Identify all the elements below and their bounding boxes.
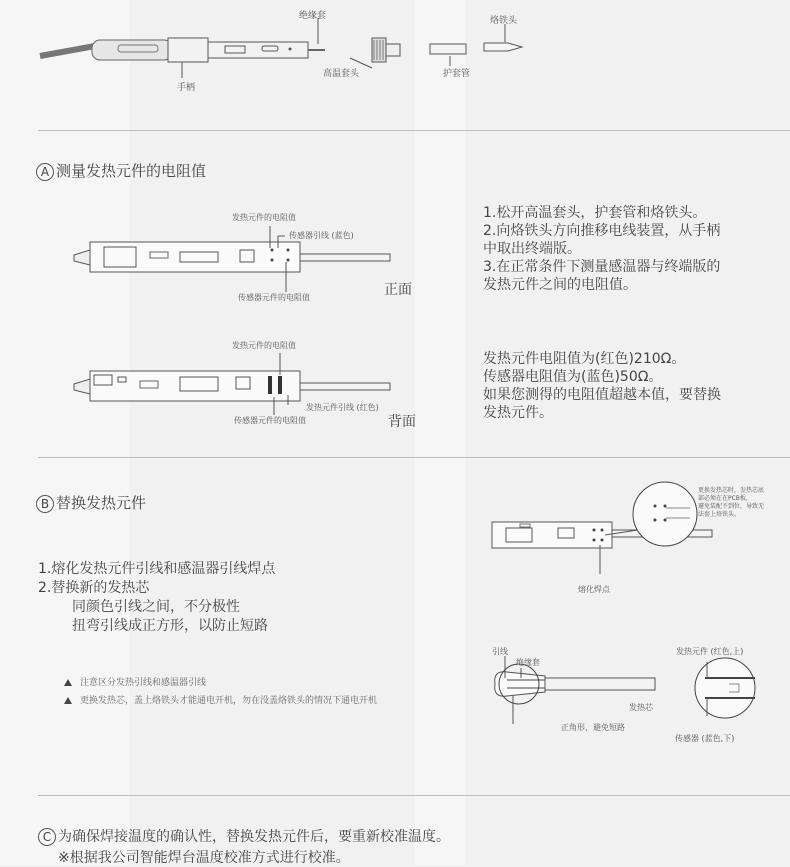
warning-note bbox=[64, 675, 206, 688]
back-board-illustration bbox=[60, 345, 480, 455]
step-line: 1.松开高温套头，护套管和烙铁头。 bbox=[483, 205, 707, 221]
front-label-sensor-res: 传感器元件的电阻值 bbox=[238, 293, 310, 302]
back-label-sensor-res: 传感器元件的电阻值 bbox=[234, 416, 306, 425]
section-b-steps bbox=[38, 560, 275, 636]
step-line: 扭弯引线成正方形，以防止短路 bbox=[72, 618, 268, 634]
label-sensor-blue: 传感器 (蓝色,下) bbox=[675, 734, 735, 743]
warning-text: 注意区分发热引线和感温器引线 bbox=[80, 678, 207, 688]
warning-icon bbox=[64, 679, 72, 686]
front-label-heater: 发热元件的电阻值 bbox=[232, 213, 296, 222]
warning-icon bbox=[64, 697, 72, 704]
label-heater-red: 发热元件 (红色,上) bbox=[676, 647, 744, 656]
section-c-text: 为确保焊接温度的确认性，替换发热元件后，要重新校准温度。 bbox=[58, 829, 450, 845]
label-core: 发热芯 bbox=[629, 703, 653, 712]
section-a-title bbox=[36, 160, 206, 181]
section-a-steps bbox=[483, 204, 720, 294]
step-line: 同颜色引线之间，不分极性 bbox=[72, 599, 240, 615]
soldering-iron-exploded-illustration bbox=[0, 0, 790, 100]
label-handle: 手柄 bbox=[177, 83, 196, 93]
label-square: 正角形，避免短路 bbox=[561, 723, 625, 732]
step-line: 发热元件之间的电阻值。 bbox=[483, 277, 637, 293]
label-heat-nut: 高温套头 bbox=[323, 69, 360, 79]
section-b-title bbox=[36, 492, 146, 513]
step-line: 1.熔化发热元件引线和感温器引线焊点 bbox=[38, 561, 276, 577]
label-melt-point: 熔化焊点 bbox=[578, 585, 610, 594]
divider bbox=[38, 795, 790, 796]
divider bbox=[38, 457, 790, 458]
step-line: 2.向烙铁头方向推移电线装置，从手柄 bbox=[483, 223, 721, 239]
section-c-line1 bbox=[38, 826, 450, 846]
section-b-title-text: 替换发热元件 bbox=[56, 494, 147, 512]
callout-line: 避免装配不到位，导致无 bbox=[698, 503, 765, 510]
value-line: 发热元件。 bbox=[483, 405, 553, 421]
back-side-label: 背面 bbox=[388, 414, 416, 430]
section-c-marker: C bbox=[38, 828, 56, 846]
warning-note bbox=[64, 693, 377, 706]
value-line: 如果您测得的电阻值超越本值，要替换 bbox=[483, 387, 721, 403]
label-lead: 引线 bbox=[492, 647, 508, 656]
section-a-values bbox=[483, 350, 721, 422]
section-b-marker: B bbox=[36, 495, 54, 513]
callout-line: 部必须在在PCB板， bbox=[698, 495, 752, 502]
warning-text: 更换发热芯，盖上烙铁头才能通电开机，勿在没盖烙铁头的情况下通电开机 bbox=[80, 696, 378, 706]
section-c-line2: ※根据我公司智能焊台温度校准方式进行校准。 bbox=[58, 850, 350, 866]
front-board-illustration bbox=[60, 220, 480, 330]
label-insulating-sleeve: 绝缘套 bbox=[299, 11, 327, 21]
section-a-title-text: 测量发热元件的电阻值 bbox=[56, 162, 207, 180]
value-line: 发热元件电阻值为(红色)210Ω。 bbox=[483, 351, 686, 367]
back-label-heater-wire: 发热元件引线 (红色) bbox=[306, 403, 379, 412]
callout-line: 法套上烙铁头。 bbox=[698, 511, 741, 518]
callout-text bbox=[698, 487, 764, 519]
label-sleeve: 绝缘套 bbox=[516, 658, 540, 667]
step-line: 中取出终端版。 bbox=[483, 241, 581, 257]
step-line: 3.在正常条件下测量感温器与终端版的 bbox=[483, 259, 721, 275]
label-tip: 烙铁头 bbox=[490, 16, 518, 26]
front-label-sensor-wire: 传感器引线 (蓝色) bbox=[289, 231, 354, 240]
back-label-heater: 发热元件的电阻值 bbox=[232, 341, 296, 350]
divider bbox=[38, 130, 790, 131]
step-line: 2.替换新的发热芯 bbox=[38, 580, 150, 596]
callout-line: 更换发热芯时，发热芯底 bbox=[698, 487, 765, 494]
section-a-marker: A bbox=[36, 163, 54, 181]
value-line: 传感器电阻值为(蓝色)50Ω。 bbox=[483, 369, 663, 385]
label-protective-tube: 护套管 bbox=[443, 69, 471, 79]
front-side-label: 正面 bbox=[384, 282, 412, 298]
